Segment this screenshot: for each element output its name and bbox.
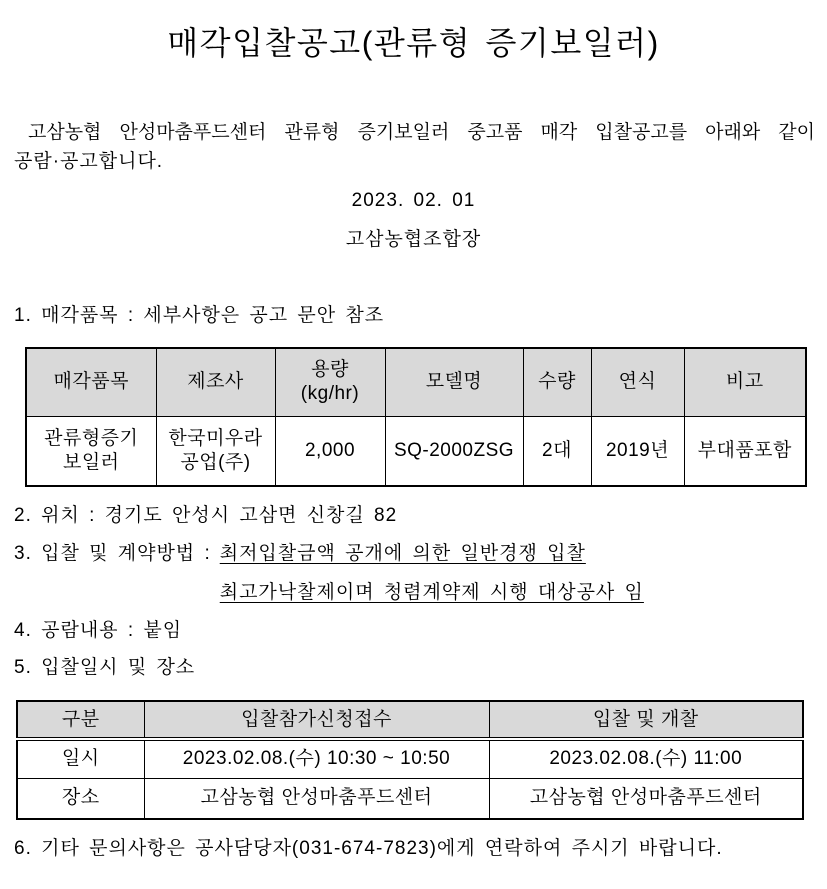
table-row xyxy=(26,416,806,486)
schedule-header-registration: 입찰참가신청접수 xyxy=(144,701,489,739)
section-1-items: 1. 매각품목 : 세부사항은 공고 문안 참조 xyxy=(14,305,385,326)
items-table-header-row xyxy=(26,348,806,416)
items-header-model: 모델명 xyxy=(385,348,523,416)
items-header-year: 연식 xyxy=(591,348,684,416)
section-3-method xyxy=(14,534,644,612)
notice-date: 2023. 02. 01 xyxy=(351,190,476,211)
items-cell-year: 2019년 xyxy=(591,416,684,486)
items-header-note: 비고 xyxy=(684,348,806,416)
items-cell-note: 부대품포함 xyxy=(684,416,806,486)
items-cell-manufacturer: 한국미우라 공업(주) xyxy=(156,416,275,486)
schedule-table xyxy=(16,700,804,820)
items-header-manufacturer: 제조사 xyxy=(156,348,275,416)
schedule-cell-label: 일시 xyxy=(17,739,144,778)
section-3-line-2: 최고가낙찰제이며 청렴계약제 시행 대상공사 임 xyxy=(219,582,644,603)
items-cell-capacity: 2,000 xyxy=(275,416,385,486)
items-cell-model: SQ-2000ZSG xyxy=(385,416,523,486)
items-table xyxy=(25,347,807,487)
intro-first-line: 고삼농협 안성마춤푸드센터 관류형 증기보일러 중고품 매각 입찰공고를 아래와 같이 xyxy=(28,122,815,143)
section-3-details xyxy=(220,534,644,612)
section-3-line-1: 최저입찰금액 공개에 의한 일반경쟁 입찰 xyxy=(219,543,586,564)
items-header-item: 매각품목 xyxy=(26,348,156,416)
items-header-quantity: 수량 xyxy=(523,348,591,416)
section-3-prefix: 3. 입찰 및 계약방법 : xyxy=(14,543,211,564)
schedule-cell-bid-opening: 2023.02.08.(수) 11:00 xyxy=(489,739,803,778)
page-title: 매각입찰공고(관류형 증기보일러) xyxy=(167,25,660,61)
table-row xyxy=(17,778,803,819)
issuer-name: 고삼농협조합장 xyxy=(345,229,482,250)
section-6-contact: 6. 기타 문의사항은 공사담당자(031-674-7823)에게 연락하여 주시기 바랍니다. xyxy=(14,838,723,859)
section-2-location: 2. 위치 : 경기도 안성시 고삼면 신창길 82 xyxy=(14,505,398,526)
items-cell-quantity: 2대 xyxy=(523,416,591,486)
table-row xyxy=(17,739,803,778)
items-cell-item: 관류형증기 보일러 xyxy=(26,416,156,486)
items-header-capacity: 용량 (kg/hr) xyxy=(275,348,385,416)
schedule-cell-registration: 고삼농협 안성마춤푸드센터 xyxy=(144,778,489,819)
section-4-inspection: 4. 공람내용 : 붙임 xyxy=(14,620,183,641)
schedule-table-header-row xyxy=(17,701,803,739)
intro-second-line: 공람·공고합니다. xyxy=(14,151,164,172)
schedule-header-bid-opening: 입찰 및 개찰 xyxy=(489,701,803,739)
schedule-cell-registration: 2023.02.08.(수) 10:30 ~ 10:50 xyxy=(144,739,489,778)
schedule-cell-bid-opening: 고삼농협 안성마춤푸드센터 xyxy=(489,778,803,819)
schedule-cell-label: 장소 xyxy=(17,778,144,819)
section-5-schedule: 5. 입찰일시 및 장소 xyxy=(14,657,196,678)
schedule-header-category: 구분 xyxy=(17,701,144,739)
